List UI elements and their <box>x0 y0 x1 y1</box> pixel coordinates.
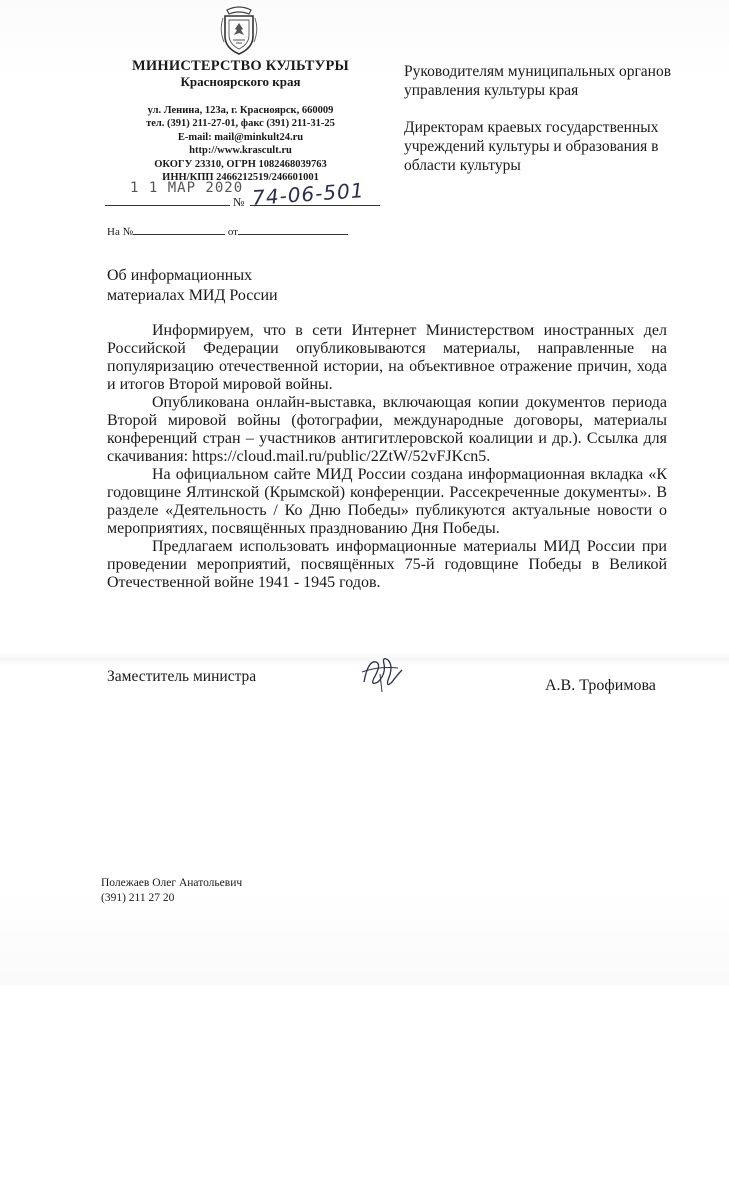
letterhead <box>108 58 373 185</box>
reg-number-underline <box>250 205 380 206</box>
org-website: http://www.krascult.ru <box>189 145 292 157</box>
executor-phone: (391) 211 27 20 <box>101 892 175 904</box>
date-stamp: 1 1 МАР 2020 <box>130 180 244 196</box>
org-codes-inn: ИНН/КПП 2466212519/246601001 <box>162 172 319 184</box>
subject-line-2: материалах МИД России <box>107 286 278 304</box>
date-underline <box>105 205 230 206</box>
addressee-municipal: Руководителям муниципальных органов управления культуры края <box>404 63 672 99</box>
coat-of-arms-icon <box>219 4 259 56</box>
ref-label: На № <box>107 226 134 238</box>
reg-number-handwritten: 74-06-501 <box>251 178 366 210</box>
org-region: Красноярского края <box>180 73 301 89</box>
org-name: МИНИСТЕРСТВО КУЛЬТУРЫ <box>132 58 349 74</box>
signatory-name: А.В. Трофимова <box>545 677 656 694</box>
org-phone: тел. (391) 211-27-01, факс (391) 211-31-25 <box>146 118 335 130</box>
subject-line-1: Об информационных <box>107 267 253 284</box>
body-paragraph: Опубликована онлайн-выставка, включающая копии документов периода Второй мировой войны (фотографии, международные договоры, материалы конференций стран – участников антигитлеровской коалиции и др.). Ссылка для скачивания: https://cloud.mail.ru/public/2ZtW/52vFJKcn5. <box>107 394 667 465</box>
handwritten-signature <box>358 652 406 694</box>
reference-row <box>107 225 348 238</box>
letter-subject <box>107 266 278 305</box>
executor-info <box>101 876 242 906</box>
ref-from-label: от <box>227 226 238 238</box>
org-email: E-mail: mail@minkult24.ru <box>177 131 304 143</box>
executor-name: Полежаев Олег Анатольевич <box>101 877 243 889</box>
reg-number-label: № <box>233 195 245 209</box>
addressees <box>404 62 704 193</box>
org-codes-okogu: ОКОГУ 23310, ОГРН 1082468039763 <box>154 158 327 170</box>
letter-body <box>107 322 667 592</box>
addressee-directors: Директорам краевых государственных учреждений культуры и образования в области культуры <box>404 119 659 174</box>
body-paragraph: Предлагаем использовать информационные материалы МИД России при проведении мероприятий, посвящённых 75-й годовщине Победы в Великой Отечественной войне 1941 - 1945 годов. <box>107 538 667 591</box>
org-address: ул. Ленина, 123а, г. Красноярск, 660009 <box>147 104 334 116</box>
ref-date-blank <box>238 225 348 235</box>
ref-number-blank <box>133 225 225 235</box>
body-paragraph: На официальном сайте МИД России создана информационная вкладка «К годовщине Ялтинской (Крымской) конференции. Рассекреченные документы». В разделе «Деятельность / Ко Дню Победы» публикуются актуальные новости о мероприятиях, посвящённых празднованию Дня Победы. <box>107 466 667 537</box>
body-paragraph: Информируем, что в сети Интернет Министерством иностранных дел Российской Федерации опубликовываются материалы, направленные на популяризацию отечественной истории, на объективное отражение причин, хода и итогов Второй мировой войны. <box>107 322 667 393</box>
signatory-title: Заместитель министра <box>107 668 257 685</box>
